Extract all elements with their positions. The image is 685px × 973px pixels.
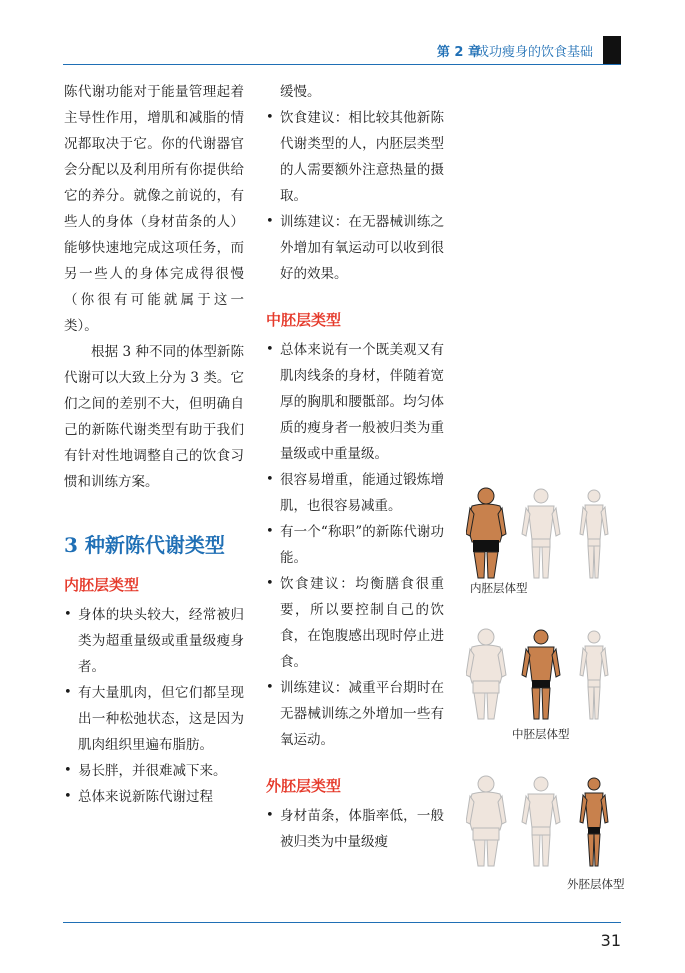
mesomorph-body-icon <box>522 489 560 578</box>
endomorph-caption: 内胚层体型 <box>470 581 528 595</box>
middle-column <box>266 79 444 855</box>
list-item: • 身体的块头较大，经常被归类为超重量级或重量级瘦身者。 <box>64 602 244 680</box>
list-item: • 训练建议：减重平台期时在无器械训练之外增加一些有氧运动。 <box>266 675 444 753</box>
ectomorph-body-icon <box>580 631 608 719</box>
mesomorph-list <box>266 337 444 753</box>
header-tab-marker <box>603 36 621 64</box>
types-paragraph: 根据 3 种不同的体型新陈代谢可以大致上分为 3 类。它们之间的差别不大，但明确自己的新陈代谢类型有助于我们有针对性地调整自己的饮食习惯和训练方案。 <box>64 344 244 490</box>
ectomorph-body-icon <box>580 490 608 578</box>
list-item: • 很容易增重，能通过锻炼增肌，也很容易减重。 <box>266 467 444 519</box>
mesomorph-caption: 中胚层体型 <box>512 727 570 741</box>
endomorph-heading: 内胚层类型 <box>64 576 140 594</box>
intro-paragraph: 陈代谢功能对于能量管理起着主导性作用，增肌和减脂的情况都取决于它。你的代谢器官会分配以及利用所有你提供给它的养分。就像之前说的，有些人的身体（身材苗条的人）能够快速地完成这项任务，而另一些人的身体完成得很慢（你很有可能就属于这一类）。 <box>64 84 244 334</box>
endomorph-list-continued <box>266 105 444 287</box>
ectomorph-figure <box>466 772 616 868</box>
ectomorph-caption: 外胚层体型 <box>567 877 625 891</box>
ectomorph-body-icon <box>580 778 608 866</box>
list-item: • 有大量肌肉，但它们都呈现出一种松弛状态，这是因为肌肉组织里遍布脂肪。 <box>64 680 244 758</box>
list-item: • 易长胖，并很难减下来。 <box>64 758 244 784</box>
endomorph-body-icon <box>466 488 506 578</box>
footer-rule <box>63 922 621 923</box>
left-column <box>64 79 244 810</box>
list-item: • 饮食建议：均衡膳食很重要，所以要控制自己的饮食，在饱腹感出现时停止进食。 <box>266 571 444 675</box>
page-number: 31 <box>600 931 621 950</box>
continued-text: 缓慢。 <box>280 84 321 100</box>
mesomorph-body-icon <box>522 630 560 719</box>
list-item: • 总体来说有一个既美观又有肌肉线条的身材，伴随着宽厚的胸肌和腰骶部。均匀体质的瘦身者一般被归类为重量级或中重量级。 <box>266 337 444 467</box>
mesomorph-figure <box>466 625 616 721</box>
ectomorph-list <box>266 803 444 855</box>
ectomorph-heading: 外胚层类型 <box>266 777 342 795</box>
list-item: • 身材苗条，体脂率低，一般被归类为中量级瘦 <box>266 803 444 855</box>
running-header <box>0 36 685 64</box>
list-item: • 总体来说新陈代谢过程 <box>64 784 244 810</box>
endomorph-list <box>64 602 244 810</box>
mesomorph-heading: 中胚层类型 <box>266 311 342 329</box>
mesomorph-body-icon <box>522 777 560 866</box>
chapter-title: 成功瘦身的饮食基础 <box>475 45 593 60</box>
header-rule <box>63 64 621 65</box>
chapter-label: 第 2 章 <box>436 45 481 60</box>
endomorph-figure <box>466 484 616 580</box>
section-title: 3 种新陈代谢类型 <box>64 533 225 557</box>
list-item: • 饮食建议：相比较其他新陈代谢类型的人，内胚层类型的人需要额外注意热量的摄取。 <box>266 105 444 209</box>
endomorph-body-icon <box>466 629 506 719</box>
endomorph-body-icon <box>466 776 506 866</box>
list-item: • 有一个“称职”的新陈代谢功能。 <box>266 519 444 571</box>
list-item: • 训练建议：在无器械训练之外增加有氧运动可以收到很好的效果。 <box>266 209 444 287</box>
